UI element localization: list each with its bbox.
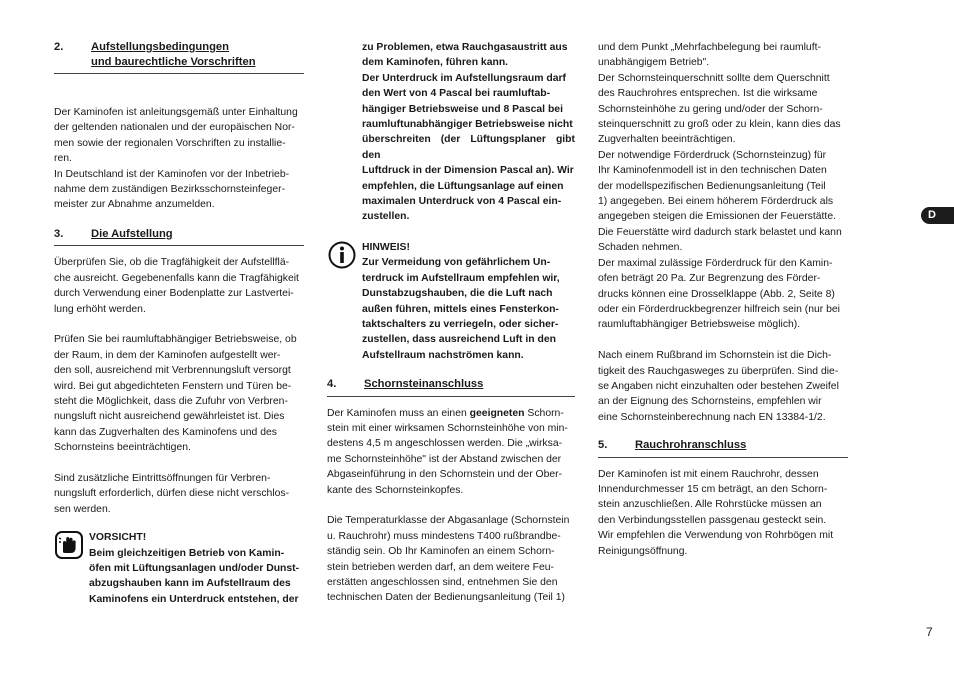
- caution-notice: [54, 530, 304, 607]
- emphasis: geeigneten: [469, 407, 525, 419]
- caution-text-continued: zu Problemen, etwa Rauchgasaustritt aus dem Kaminofen, führen kann. Der Unterdruck im Aufstellungsraum darf den Wert von 4 Pascal bei raumluftab- hängiger Betriebsweise und 8 Pascal bei raumluftunabhängiger Betriebsweise nicht überschreiten (der Lüftungsplaner gibt den Luftdruck in der Dimension Pascal an). Wir empfehlen, die Lüftungsanlage auf einen maximalen Unterdruck von 4 Pascal ein- zustellen.: [362, 42, 575, 223]
- section-title: Rauchrohranschluss: [635, 439, 747, 452]
- section-number: 3.: [54, 227, 64, 240]
- paragraph: Prüfen Sie bei raumluftabhängiger Betriebsweise, ob der Raum, in dem der Kaminofen aufgestellt wer- den soll, ausreichend mit Verbrennungsluft versorgt wird. Bei gut abgedichteten Fenstern und Türen be- steht die Möglichkeit, dass die Zufuhr von Verbren- nungsluft nicht ausreichend gewährleistet ist. Dies kann das Zugverhalten des Kaminofens und des Schornsteins beeinträchtigen.: [54, 334, 297, 454]
- caution-text: Beim gleichzeitigen Betrieb von Kamin- öfen mit Lüftungsanlagen und/oder Dunst- abzugshauben kann im Aufstellraum des Kaminofens ein Unterdruck entstehen, der: [89, 547, 300, 605]
- column-middle: [327, 40, 575, 606]
- section-number: 5.: [598, 439, 608, 452]
- column-right: [598, 40, 848, 559]
- paragraph: Der Kaminofen muss an einen geeigneten Schorn- stein mit einer wirksamen Schornsteinhöhe von min- destens 4,5 m angeschlossen werden. Die „wirksa- me Schornsteinhöhe" ist der Abstand zwischen der Abgaseinführung in den Schornstein und der Ober- kante des Schornsteinkopfes.: [327, 407, 568, 496]
- note-text: Zur Vermeidung von gefährlichem Un- terdruck im Aufstellraum empfehlen wir, Dunstabzugshauben, die die Luft nach außen führen, mittels eines Fensterkon- taktschalters zu verriegeln, oder sicher- zustellen, dass ausreichend Luft in den Aufstellraum nachströmen kann.: [362, 257, 560, 361]
- paragraph: und dem Punkt „Mehrfachbelegung bei raumluft- unabhängigem Betrieb". Der Schornsteinquerschnitt sollte dem Querschnitt des Rauchrohres entsprechen. Ist die wirksame Schornsteinhöhe zu gering und/oder der Schorn- steinquerschnitt zu groß oder zu klein, kann dies das Zugverhalten beeinträchtigen. Der notwendige Förderdruck (Schornsteinzug) für Ihr Kaminofenmodell ist in den technischen Daten der modellspezifischen Bedienungsanleitung (Teil 1) angegeben. Bei einem höherem Förderdruck als angegeben steigen die Emissionen der Feuerstätte. Die Feuerstätte wird dadurch stark belastet und kann Schaden nehmen. Der maximal zulässige Förderdruck für den Kamin- ofen beträgt 20 Pa. Zur Begrenzung des Förder- drucks können eine Drosselklappe (Abb. 2, Seite 8) oder ein Förderdruckbegrenzer hilfreich sein (nur bei raumluftabhängiger Betriebsweise möglich).: [598, 42, 842, 331]
- section-2-heading: [54, 40, 304, 69]
- note-title: HINWEIS!: [362, 241, 410, 253]
- section-title: Aufstellungsbedingungen und baurechtliche Vorschriften: [91, 41, 256, 68]
- paragraph: Der Kaminofen ist mit einem Rauchrohr, dessen Innendurchmesser 15 cm beträgt, an den Schorn- stein anzuschließen. Alle Rohrstücke müssen an den Verbindungsstellen passgenau gesteckt sein. Wir empfehlen die Verwendung von Rohrbögen mit Reinigungsöffnung.: [598, 468, 834, 557]
- section-4-heading: [327, 377, 575, 392]
- page-number: 7: [926, 625, 933, 639]
- section-5-heading: [598, 438, 848, 453]
- warning-hand-icon: [54, 530, 84, 560]
- paragraph: Der Kaminofen ist anleitungsgemäß unter Einhaltung der geltenden nationalen und der europäischen Nor- men sowie der regionalen Vorschriften zu installie- ren.: [54, 107, 298, 165]
- column-left: [54, 40, 304, 607]
- section-number: 2.: [54, 41, 64, 53]
- info-icon: [327, 240, 357, 270]
- info-notice: [327, 240, 575, 363]
- caution-title: VORSICHT!: [89, 532, 147, 544]
- section-title: Die Aufstellung: [91, 227, 173, 240]
- paragraph: Sind zusätzliche Eintrittsöffnungen für Verbren- nungsluft erforderlich, dürfen diese nicht verschlos- sen werden.: [54, 473, 290, 515]
- paragraph: Überprüfen Sie, ob die Tragfähigkeit der Aufstellflä- che ausreicht. Gegebenenfalls kann die Tragfähigkeit durch Verwendung einer Bodenplatte zur Lastvertei- lung erhöht werden.: [54, 257, 299, 315]
- section-3-heading: [54, 227, 304, 242]
- paragraph: Die Temperaturklasse der Abgasanlage (Schornstein u. Rauchrohr) muss mindestens T400 rußbrandbe- ständig sein. Ob Ihr Kaminofen an einem Schorn- stein betrieben werden darf, an dem weitere Feu- erstätten angeschlossen sind, entnehmen Sie den technischen Daten der Bedienungsanleitung (Teil 1): [327, 515, 570, 604]
- section-number: 4.: [327, 378, 337, 391]
- section-title: Schornsteinanschluss: [364, 378, 484, 391]
- paragraph: In Deutschland ist der Kaminofen vor der Inbetrieb- nahme dem zuständigen Bezirksschornsteinfeger- meister zur Abnahme anzumelden.: [54, 168, 290, 211]
- language-tab: D: [921, 207, 954, 224]
- paragraph: Nach einem Rußbrand im Schornstein ist die Dich- tigkeit des Rauchgasweges zu überprüfen. Sind die- se Angaben nicht einzuhalten oder bestehen Zweifel an der Eignung des Schornsteins, empfehlen wir eine Schornsteinberechnung nach EN 13384-1/2.: [598, 350, 839, 423]
